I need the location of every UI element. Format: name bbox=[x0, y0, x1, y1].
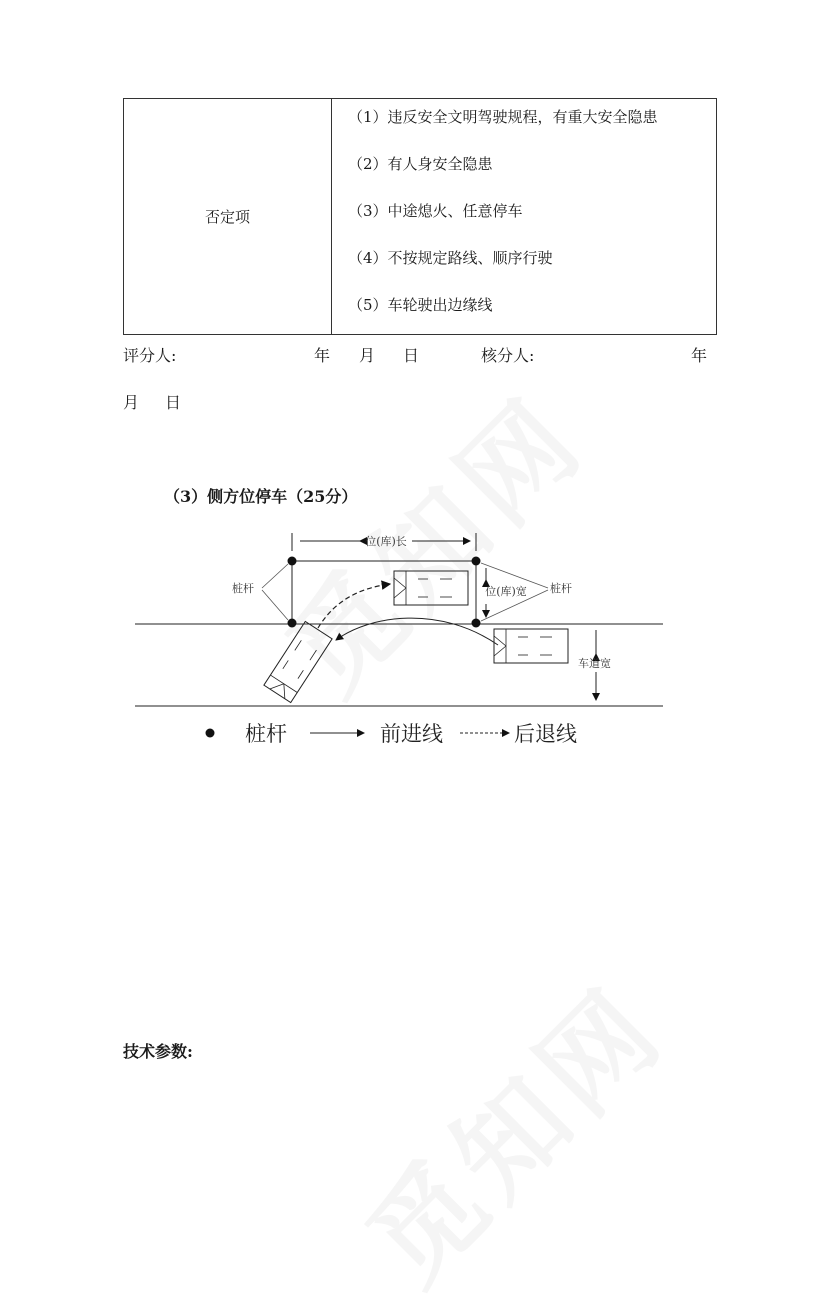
veto-label: 否定项 bbox=[124, 99, 332, 335]
car-parked bbox=[394, 571, 468, 605]
pole-label-left: 桩杆 bbox=[232, 582, 254, 595]
veto-item-1: （1）违反安全文明驾驶规程，有重大安全隐患 bbox=[348, 108, 658, 126]
pole-label-right: 桩杆 bbox=[550, 582, 572, 595]
pole-dot bbox=[472, 557, 481, 566]
length-label: 位(库)长 bbox=[365, 535, 407, 548]
checker-month: 月 bbox=[123, 393, 140, 412]
checker-day: 日 bbox=[165, 393, 182, 412]
pole-dot bbox=[288, 557, 297, 566]
legend-pole-dot bbox=[206, 729, 215, 738]
checker-label: 核分人: bbox=[481, 346, 535, 365]
legend-forward-label: 前进线 bbox=[380, 722, 443, 746]
pole-dot bbox=[472, 619, 481, 628]
legend-reverse-label: 后退线 bbox=[514, 722, 577, 746]
legend-pole-label: 桩杆 bbox=[245, 722, 287, 746]
scorer-label: 评分人: bbox=[123, 346, 177, 365]
tech-params-heading: 技术参数: bbox=[123, 1042, 193, 1061]
veto-item-4: （4）不按规定路线、顺序行驶 bbox=[348, 249, 553, 267]
section-title: （3）侧方位停车（25分） bbox=[164, 487, 358, 506]
lane-width-label: 车道宽 bbox=[578, 657, 611, 670]
checker-year: 年 bbox=[691, 346, 708, 365]
veto-item-2: （2）有人身安全隐患 bbox=[348, 155, 493, 173]
pole-dot bbox=[288, 619, 297, 628]
veto-item-3: （3）中途熄火、任意停车 bbox=[348, 202, 523, 220]
scorer-month: 月 bbox=[359, 346, 376, 365]
scorer-year: 年 bbox=[314, 346, 331, 365]
width-label: 位(库)宽 bbox=[485, 585, 527, 598]
veto-item-5: （5）车轮驶出边缘线 bbox=[348, 296, 493, 314]
car-start bbox=[494, 629, 568, 663]
car-angled bbox=[264, 621, 332, 702]
scorer-day: 日 bbox=[403, 346, 420, 365]
